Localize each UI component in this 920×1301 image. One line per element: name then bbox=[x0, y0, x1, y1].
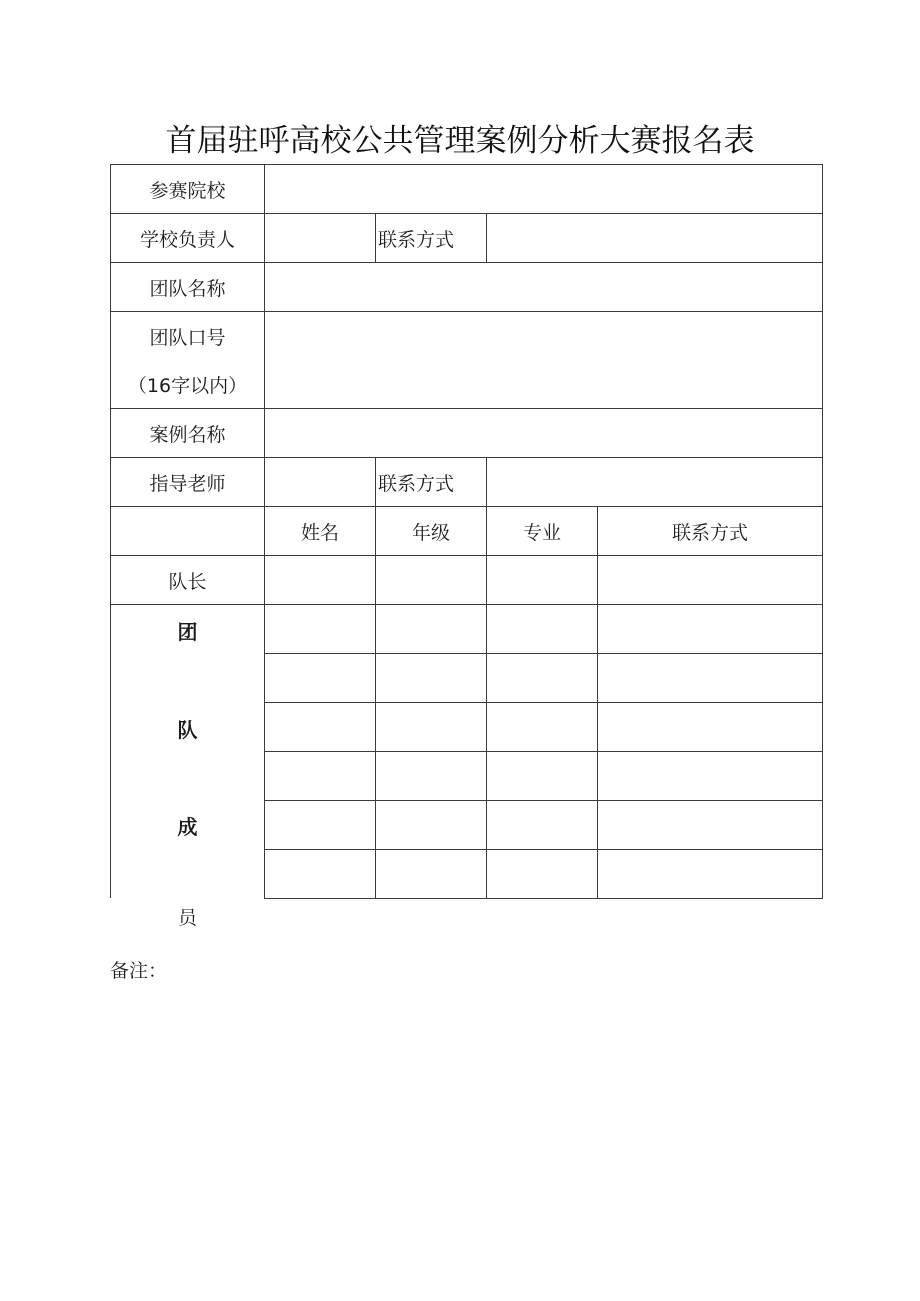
member-cell[interactable] bbox=[265, 605, 375, 653]
member-cell[interactable] bbox=[376, 752, 486, 800]
member-cell[interactable] bbox=[487, 703, 597, 751]
label-members-char-4: 员 bbox=[177, 906, 197, 929]
member-cell[interactable] bbox=[265, 850, 375, 898]
label-captain: 队长 bbox=[168, 570, 207, 593]
member-cell[interactable] bbox=[376, 654, 486, 702]
label-members-char-1: 团 bbox=[177, 619, 198, 644]
label-case-name: 案例名称 bbox=[149, 423, 226, 446]
member-cell[interactable] bbox=[598, 752, 822, 800]
member-cell[interactable] bbox=[487, 752, 597, 800]
member-cell[interactable] bbox=[598, 801, 822, 849]
input-team-name[interactable] bbox=[265, 263, 822, 311]
member-cell[interactable] bbox=[376, 801, 486, 849]
member-cell[interactable] bbox=[487, 850, 597, 898]
label-members-char-2: 队 bbox=[177, 717, 198, 742]
header-name: 姓名 bbox=[300, 521, 339, 544]
input-slogan[interactable] bbox=[265, 312, 822, 408]
member-cell[interactable] bbox=[376, 850, 486, 898]
input-advisor[interactable] bbox=[265, 458, 375, 506]
input-captain-name[interactable] bbox=[265, 556, 375, 604]
header-grade: 年级 bbox=[411, 521, 450, 544]
member-cell[interactable] bbox=[376, 703, 486, 751]
input-contact-advisor[interactable] bbox=[487, 458, 822, 506]
remarks-label: 备注： bbox=[110, 960, 168, 982]
label-team-name: 团队名称 bbox=[149, 277, 226, 300]
input-captain-grade[interactable] bbox=[376, 556, 486, 604]
member-cell[interactable] bbox=[598, 703, 822, 751]
input-contact-lead[interactable] bbox=[487, 214, 822, 262]
label-advisor: 指导老师 bbox=[149, 472, 226, 495]
header-major: 专业 bbox=[522, 521, 561, 544]
label-school-lead: 学校负责人 bbox=[139, 228, 235, 251]
form-title: 首届驻呼高校公共管理案例分析大赛报名表 bbox=[165, 123, 755, 159]
member-cell[interactable] bbox=[265, 801, 375, 849]
label-slogan: 团队口号 bbox=[149, 326, 226, 349]
member-cell[interactable] bbox=[598, 654, 822, 702]
member-cell[interactable] bbox=[265, 654, 375, 702]
input-captain-contact[interactable] bbox=[598, 556, 822, 604]
member-cell[interactable] bbox=[598, 605, 822, 653]
header-contact: 联系方式 bbox=[671, 521, 748, 544]
label-school: 参赛院校 bbox=[149, 179, 226, 202]
input-school-lead[interactable] bbox=[265, 214, 375, 262]
label-contact-advisor: 联系方式 bbox=[378, 472, 455, 495]
member-cell[interactable] bbox=[265, 703, 375, 751]
member-cell[interactable] bbox=[487, 605, 597, 653]
member-cell[interactable] bbox=[487, 654, 597, 702]
label-contact-lead: 联系方式 bbox=[378, 228, 455, 251]
input-school[interactable] bbox=[265, 165, 822, 213]
input-case-name[interactable] bbox=[265, 409, 822, 457]
member-cell[interactable] bbox=[265, 752, 375, 800]
label-slogan-limit: （16字以内） bbox=[127, 374, 248, 397]
member-cell[interactable] bbox=[376, 605, 486, 653]
input-captain-major[interactable] bbox=[487, 556, 597, 604]
label-members-char-3: 成 bbox=[177, 814, 198, 839]
member-cell[interactable] bbox=[487, 801, 597, 849]
member-cell[interactable] bbox=[598, 850, 822, 898]
